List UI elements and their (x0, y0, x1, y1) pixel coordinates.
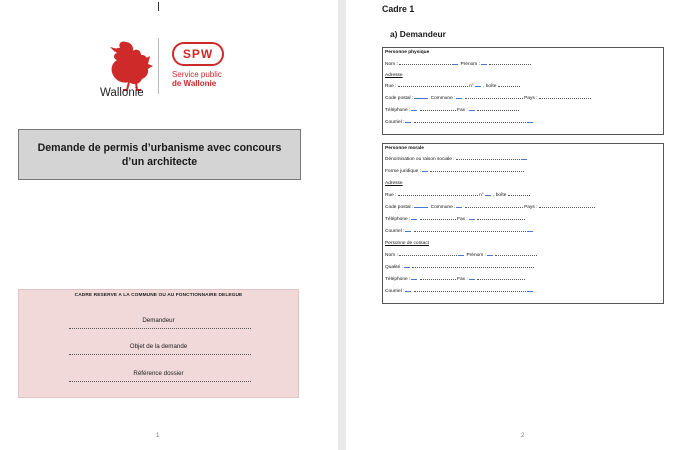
field-marker (481, 62, 487, 65)
field-label: Courriel : (385, 289, 405, 294)
field-label: Rue : (385, 84, 397, 89)
field-marker (405, 120, 411, 123)
boite-field[interactable] (498, 84, 520, 87)
personne-morale-box (382, 143, 664, 304)
reserved-field-demandeur: Demandeur (142, 317, 175, 324)
form-row-telephone-contact[interactable] (385, 277, 525, 282)
field-label: Pays : (524, 205, 538, 210)
form-row-courriel[interactable] (385, 229, 534, 234)
spw-line-2: de Wallonie (172, 79, 217, 88)
field-label: n° (469, 84, 474, 89)
field-label: , boîte (493, 193, 507, 198)
document-title: Demande de permis d’urbanisme avec concours d’un architecte (37, 141, 282, 168)
page-number: 2 (521, 433, 525, 439)
field-marker (456, 205, 462, 208)
spw-badge: SPW (172, 42, 224, 66)
document-page-1 (0, 0, 338, 450)
form-row-forme[interactable] (385, 169, 524, 174)
form-row-code-postal[interactable] (385, 205, 595, 210)
adresse-heading: Adresse (385, 181, 403, 186)
reserved-field-line[interactable] (69, 381, 251, 382)
form-row-rue[interactable] (385, 84, 520, 89)
form-row-telephone[interactable] (385, 108, 519, 113)
field-label: Nom : (385, 253, 398, 258)
field-label: Fax : (457, 108, 468, 113)
field-marker (458, 253, 464, 256)
field-marker (527, 120, 533, 123)
field-label: , boîte (483, 84, 497, 89)
reserved-field-reference: Référence dossier (133, 370, 184, 377)
reserved-field-line[interactable] (69, 328, 251, 329)
form-row-courriel-contact[interactable] (385, 289, 534, 294)
field-marker (485, 193, 491, 196)
form-row-qualite[interactable] (385, 265, 534, 270)
field-label: Pays : (524, 96, 538, 101)
fax-field[interactable] (477, 217, 525, 220)
document-page-2 (346, 0, 700, 450)
spw-logo (172, 42, 232, 88)
forme-field[interactable] (430, 169, 524, 172)
field-marker (475, 84, 481, 87)
field-marker (469, 108, 475, 111)
field-marker (414, 96, 428, 99)
personne-physique-box (382, 47, 664, 135)
rue-field[interactable] (398, 84, 468, 87)
field-label: Code postal : (385, 205, 414, 210)
field-label: Code postal : (385, 96, 414, 101)
telephone-field[interactable] (420, 277, 456, 280)
field-marker (411, 217, 417, 220)
field-label: Qualité : (385, 265, 403, 270)
field-marker (469, 277, 475, 280)
form-row-telephone[interactable] (385, 217, 525, 222)
logo-divider (158, 38, 159, 94)
adresse-heading: Adresse (385, 73, 403, 78)
field-marker (404, 265, 410, 268)
text-cursor (158, 2, 159, 11)
reserved-frame-title: CADRE RESERVE A LA COMMUNE OU AU FONCTIONNAIRE DELEGUE (74, 293, 243, 298)
field-label: Rue : (385, 193, 397, 198)
field-label: Commune : (430, 205, 456, 210)
form-row-rue[interactable] (385, 193, 530, 198)
field-label: Nom : (385, 62, 398, 67)
spw-subtitle (172, 70, 232, 88)
field-label: n° (479, 193, 484, 198)
field-marker (456, 96, 462, 99)
form-row-courriel[interactable] (385, 120, 534, 125)
field-label: Courriel : (385, 229, 405, 234)
qualite-field[interactable] (412, 265, 534, 268)
field-label: Prénom : (466, 253, 486, 258)
fax-field[interactable] (477, 277, 525, 280)
courriel-field[interactable] (414, 229, 526, 232)
box-heading: Personne morale (385, 146, 424, 151)
field-marker (414, 205, 428, 208)
reserved-field-objet: Objet de la demande (129, 343, 188, 350)
field-label: Téléphone : (385, 277, 411, 282)
reserved-field-line[interactable] (69, 354, 251, 355)
document-title-box (18, 129, 301, 180)
field-label: Courriel : (385, 120, 405, 125)
field-label: Prénom : (460, 62, 480, 67)
field-marker (452, 62, 458, 65)
section-title: a) Demandeur (390, 29, 446, 39)
denomination-field[interactable] (456, 157, 520, 160)
form-row-nom[interactable] (385, 253, 537, 258)
prenom-field[interactable] (495, 253, 537, 256)
telephone-field[interactable] (420, 217, 456, 220)
field-marker (527, 229, 533, 232)
pays-field[interactable] (539, 96, 591, 99)
field-marker (411, 277, 417, 280)
field-marker (469, 217, 475, 220)
field-label: Téléphone : (385, 217, 411, 222)
field-marker (405, 229, 411, 232)
field-label: Fax : (457, 277, 468, 282)
field-marker (405, 289, 411, 292)
contact-heading: Personne de contact (385, 241, 430, 246)
fax-field[interactable] (477, 108, 519, 111)
pays-field[interactable] (539, 205, 595, 208)
field-marker (527, 289, 533, 292)
field-label: Fax : (457, 217, 468, 222)
telephone-field[interactable] (420, 108, 456, 111)
commune-field[interactable] (465, 96, 523, 99)
field-marker (422, 169, 428, 172)
spw-line-1: Service public (172, 70, 222, 79)
prenom-field[interactable] (489, 62, 531, 65)
field-label: Commune : (430, 96, 456, 101)
boite-field[interactable] (508, 193, 530, 196)
box-heading: Personne physique (385, 50, 430, 55)
field-marker (521, 157, 527, 160)
commune-field[interactable] (465, 205, 523, 208)
form-row-denomination[interactable] (385, 157, 528, 162)
field-label: Téléphone : (385, 108, 411, 113)
cadre-title: Cadre 1 (382, 4, 415, 14)
form-row-nom[interactable] (385, 62, 531, 67)
field-label: Forme juridique : (385, 169, 421, 174)
field-label: Dénomination ou raison sociale : (385, 157, 455, 162)
nom-field[interactable] (399, 62, 451, 65)
courriel-field[interactable] (414, 289, 526, 292)
wallonie-logo-text: Wallonie (100, 87, 144, 99)
rue-field[interactable] (398, 193, 478, 196)
form-row-code-postal[interactable] (385, 96, 591, 101)
nom-field[interactable] (399, 253, 457, 256)
field-marker (411, 108, 417, 111)
reserved-frame (18, 289, 299, 398)
courriel-field[interactable] (414, 120, 526, 123)
field-marker (487, 253, 493, 256)
page-number: 1 (156, 433, 160, 439)
